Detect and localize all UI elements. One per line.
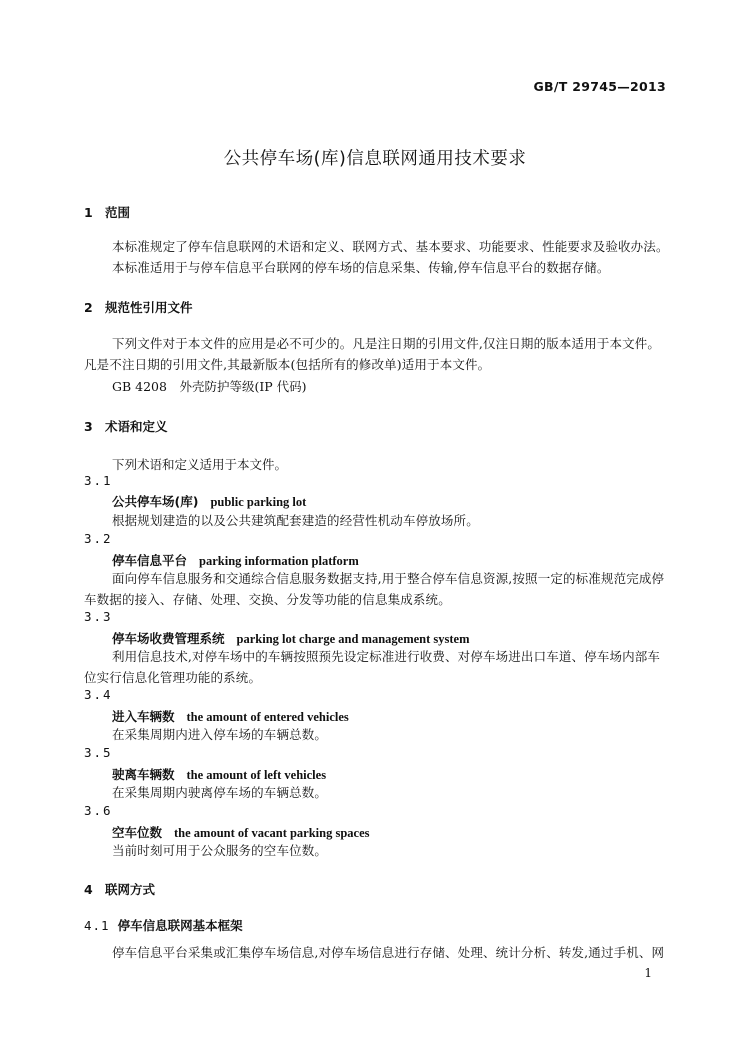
- term-en: the amount of vacant parking spaces: [174, 826, 370, 840]
- term-en: the amount of left vehicles: [186, 768, 327, 782]
- term-definition: 根据规划建造的以及公共建筑配套建造的经营性机动车停放场所。: [112, 513, 479, 528]
- term-number: 3.1: [84, 473, 113, 488]
- section-1-paragraph-2: 本标准适用于与停车信息平台联网的停车场的信息采集、传输,停车信息平台的数据存储。: [112, 260, 610, 275]
- section-title: 规范性引用文件: [105, 300, 193, 315]
- term-zh: 停车场收费管理系统: [112, 631, 225, 646]
- term-zh: 空车位数: [112, 825, 163, 840]
- section-title: 术语和定义: [105, 419, 168, 434]
- subsection-title: 停车信息联网基本框架: [117, 918, 243, 933]
- term-definition: 在采集周期内驶离停车场的车辆总数。: [112, 785, 328, 800]
- term-en: parking lot charge and management system: [236, 632, 470, 646]
- term-en: parking information platform: [199, 554, 359, 568]
- term-definition: 利用信息技术,对停车场中的车辆按照预先设定标准进行收费、对停车场进出口车道、停车场内部车位实行信息化管理功能的系统。: [84, 649, 661, 685]
- section-3-heading: [84, 417, 168, 435]
- subsection-4-1-heading: [84, 916, 243, 934]
- term-en: public parking lot: [210, 495, 307, 509]
- term-number: 3.4: [84, 687, 113, 702]
- subsection-4-1-paragraph-1: 停车信息平台采集或汇集停车场信息,对停车场信息进行存储、处理、统计分析、转发,通过手机、网: [112, 945, 665, 960]
- term-zh: 驶离车辆数: [112, 767, 175, 782]
- term-heading: [112, 492, 306, 510]
- section-number: 4: [84, 882, 93, 897]
- section-title: 联网方式: [105, 882, 156, 897]
- section-3-intro: 下列术语和定义适用于本文件。: [112, 457, 288, 472]
- subsection-number: 4.1: [84, 918, 110, 933]
- term-definition: 面向停车信息服务和交通综合信息服务数据支持,用于整合停车信息资源,按照一定的标准规范完成停车数据的接入、存储、处理、交换、分发等功能的信息集成系统。: [84, 571, 665, 607]
- term-heading: [112, 707, 349, 725]
- term-number: 3.5: [84, 745, 113, 760]
- term-number: 3.3: [84, 609, 113, 624]
- section-2-heading: [84, 298, 193, 316]
- normative-reference: GB 4208 外壳防护等级(IP 代码): [112, 379, 307, 394]
- section-number: 1: [84, 205, 93, 220]
- term-zh: 停车信息平台: [112, 553, 188, 568]
- section-1-heading: [84, 203, 130, 221]
- section-2-paragraph-1: 下列文件对于本文件的应用是必不可少的。凡是注日期的引用文件,仅注日期的版本适用于本文件。凡是不注日期的引用文件,其最新版本(包括所有的修改单)适用于本文件。: [84, 336, 661, 372]
- term-heading: [112, 629, 470, 647]
- term-number: 3.2: [84, 531, 113, 546]
- term-definition: 当前时刻可用于公众服务的空车位数。: [112, 843, 328, 858]
- term-en: the amount of entered vehicles: [186, 710, 349, 724]
- section-1-paragraph-1: 本标准规定了停车信息联网的术语和定义、联网方式、基本要求、功能要求、性能要求及验收办法。: [112, 239, 669, 254]
- term-heading: [112, 551, 359, 569]
- term-definition: 在采集周期内进入停车场的车辆总数。: [112, 727, 328, 742]
- term-zh: 进入车辆数: [112, 709, 175, 724]
- term-number: 3.6: [84, 803, 113, 818]
- term-zh: 公共停车场(库): [112, 494, 199, 509]
- term-heading: [112, 823, 370, 841]
- section-number: 3: [84, 419, 93, 434]
- term-heading: [112, 765, 326, 783]
- section-4-heading: [84, 880, 155, 898]
- section-number: 2: [84, 300, 93, 315]
- section-title: 范围: [105, 205, 131, 220]
- page-number: 1: [644, 966, 652, 980]
- document-title: 公共停车场(库)信息联网通用技术要求: [223, 149, 527, 169]
- standard-number: GB/T 29745—2013: [533, 79, 666, 94]
